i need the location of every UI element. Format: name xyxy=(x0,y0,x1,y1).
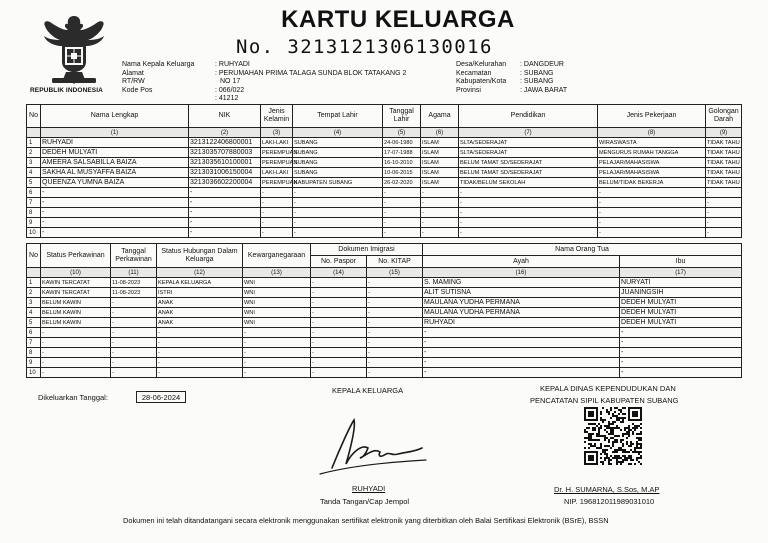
col-header: Status Perkawinan xyxy=(41,244,111,268)
table-cell: - xyxy=(421,218,459,228)
col-number: (16) xyxy=(423,268,620,278)
value-kode-pos: : 41212 xyxy=(215,95,239,103)
table-cell: PEREMPUAN xyxy=(262,149,298,156)
table-cell: - xyxy=(459,188,598,198)
table-cell: MAULANA YUDHA PERMANA xyxy=(423,308,620,318)
table-cell: PELAJAR/MAHASISWA xyxy=(598,158,706,168)
row-number-cell: 9 xyxy=(27,218,41,228)
table-cell: - xyxy=(383,218,421,228)
col-number: (15) xyxy=(367,268,423,278)
col-number: (3) xyxy=(261,128,293,138)
table-cell: - xyxy=(311,288,367,298)
table-row xyxy=(27,288,742,298)
table-cell: WNI xyxy=(243,278,311,288)
table-cell: ISLAM xyxy=(421,168,459,178)
table-cell: - xyxy=(111,348,157,358)
table-cell: 26-02-2020 xyxy=(383,178,421,188)
table-cell: - xyxy=(423,368,620,378)
table-row xyxy=(27,368,742,378)
table-cell: - xyxy=(311,348,367,358)
table-cell: - xyxy=(459,198,598,208)
table-row xyxy=(27,218,742,228)
table-cell: WNI xyxy=(243,308,311,318)
value-provinsi: : JAWA BARAT xyxy=(520,86,568,94)
table-cell: - xyxy=(311,318,367,328)
row-number-cell: 1 xyxy=(27,138,41,148)
label-kabupaten: Kabupaten/Kota xyxy=(456,78,507,86)
table-cell: TIDAK TAHU xyxy=(707,159,740,166)
row-number-cell: 3 xyxy=(27,158,41,168)
table-cell: - xyxy=(383,188,421,198)
table-cell: PELAJAR/MAHASISWA xyxy=(598,168,706,178)
table-cell: LAKI-LAKI xyxy=(261,138,293,148)
col-header: Dokumen Imigrasi xyxy=(311,244,423,256)
table-cell: RUHYADI xyxy=(423,318,620,328)
col-header: Ayah xyxy=(423,256,620,268)
table-cell: 11-08-2023 xyxy=(111,278,157,288)
table-cell: KEPALA KELUARGA xyxy=(157,278,243,288)
table-cell: - xyxy=(620,368,742,378)
table-cell: BELUM KAWIN xyxy=(41,298,111,308)
table-cell: - xyxy=(311,298,367,308)
table-row xyxy=(27,328,742,338)
table-cell: - xyxy=(706,208,742,218)
table-cell: WNI xyxy=(243,298,311,308)
table-cell: - xyxy=(423,328,620,338)
table-cell: - xyxy=(41,368,111,378)
table-row xyxy=(27,168,742,178)
table-cell: 3213036602200004 xyxy=(189,178,261,188)
table-cell: ANAK xyxy=(157,318,243,328)
table-cell: - xyxy=(620,338,742,348)
document-title: KARTU KELUARGA xyxy=(281,6,515,33)
table-cell: - xyxy=(421,188,459,198)
row-number-cell: 10 xyxy=(27,368,41,378)
row-number-cell: 7 xyxy=(27,198,41,208)
table-cell: PEREMPUAN xyxy=(262,179,298,186)
table-cell: - xyxy=(459,208,598,218)
table-cell: - xyxy=(157,358,243,368)
row-number-cell: 10 xyxy=(27,228,41,238)
table-cell: 3213035707880003 xyxy=(189,148,261,158)
table-cell: - xyxy=(311,368,367,378)
col-number: (4) xyxy=(293,128,383,138)
table-row xyxy=(27,298,742,308)
table-cell: - xyxy=(421,208,459,218)
col-number: (9) xyxy=(706,128,742,138)
table-cell: - xyxy=(189,208,261,218)
table2-body xyxy=(27,278,742,378)
table1-number-row xyxy=(27,128,742,138)
table-cell: KABUPATEN SUBANG xyxy=(293,178,383,188)
table-cell: - xyxy=(423,348,620,358)
table-cell: - xyxy=(157,338,243,348)
table-cell: - xyxy=(41,208,189,218)
table-cell: - xyxy=(423,358,620,368)
col-header: Nama Orang Tua xyxy=(423,244,742,256)
col-header: Tanggal Perkawinan xyxy=(111,244,157,268)
table-cell: - xyxy=(598,228,706,238)
table-cell: ISTRI xyxy=(157,288,243,298)
row-number-cell: 4 xyxy=(27,308,41,318)
table-cell: - xyxy=(293,198,383,208)
table-row xyxy=(27,318,742,328)
table-cell: KAWIN TERCATAT xyxy=(41,288,111,298)
table-cell: SUBANG xyxy=(293,138,383,148)
table-cell: ISLAM xyxy=(421,158,459,168)
table-row xyxy=(27,338,742,348)
col-header: Golongan Darah xyxy=(706,105,742,128)
col-number: (14) xyxy=(311,268,367,278)
label-alamat: Alamat xyxy=(122,69,144,77)
table-cell: - xyxy=(261,208,293,218)
family-members-table xyxy=(26,104,742,238)
col-number: (5) xyxy=(383,128,421,138)
col-header: No xyxy=(27,105,41,128)
table-cell: - xyxy=(111,308,157,318)
col-header: Tanggal Lahir xyxy=(383,105,421,128)
table-cell: - xyxy=(620,348,742,358)
table-cell: TIDAK/BELUM SEKOLAH xyxy=(459,178,598,188)
table-cell: - xyxy=(459,218,598,228)
electronic-signature-disclaimer: Dokumen ini telah ditandatangani secara elektronik menggunakan sertifikat elektronik yang diterbitkan oleh Balai Sertifikasi Elektronik (BSrE), BSSN xyxy=(123,516,609,525)
table-cell: - xyxy=(459,228,598,238)
table-cell: - xyxy=(311,308,367,318)
table-cell: - xyxy=(706,218,742,228)
col-number: (6) xyxy=(421,128,459,138)
table1-body xyxy=(27,138,742,238)
label-provinsi: Provinsi xyxy=(456,86,481,94)
col-header: Nama Lengkap xyxy=(41,105,189,128)
table-cell: BELUM/TIDAK BEKERJA xyxy=(598,178,706,188)
table-cell: - xyxy=(383,208,421,218)
table-cell: - xyxy=(367,288,423,298)
table-cell: WIRASWASTA xyxy=(598,138,706,148)
table-cell: - xyxy=(706,228,742,238)
table-cell: - xyxy=(111,368,157,378)
table-cell: BELUM TAMAT SD/SEDERAJAT xyxy=(459,168,598,178)
row-number-cell: 6 xyxy=(27,188,41,198)
signature-icon xyxy=(310,408,430,480)
table-cell: - xyxy=(620,358,742,368)
table-cell: ANAK xyxy=(157,308,243,318)
head-of-family-title: KEPALA KELUARGA xyxy=(332,386,404,395)
header-right-labels xyxy=(456,61,506,95)
table-cell: - xyxy=(367,368,423,378)
table-cell: NURYATI xyxy=(620,278,742,288)
document-number: No. 3213121306130016 xyxy=(236,36,493,58)
col-number: (1) xyxy=(41,128,189,138)
table-cell: - xyxy=(243,368,311,378)
table-cell: - xyxy=(367,298,423,308)
table-cell: - xyxy=(367,318,423,328)
official-nip: NIP. 196812011989031010 xyxy=(564,497,655,506)
col-header: Ibu xyxy=(620,256,742,268)
qr-code-icon xyxy=(584,407,642,465)
table-cell: - xyxy=(111,338,157,348)
official-title-line2: PENCATATAN SIPIL KABUPATEN SUBANG xyxy=(530,396,679,405)
col-number: (12) xyxy=(157,268,243,278)
table-row xyxy=(27,278,742,288)
official-name: Dr. H. SUMARNA, S.Sos, M.AP xyxy=(554,485,660,494)
table-cell: LAKI-LAKI xyxy=(261,168,293,178)
row-number-cell: 5 xyxy=(27,318,41,328)
table-cell: ISLAM xyxy=(421,178,459,188)
table-cell: SUBANG xyxy=(293,158,383,168)
table-cell: BELUM TAMAT SD/SEDERAJAT xyxy=(459,158,598,168)
table-cell: - xyxy=(41,198,189,208)
value-alamat-line2: NO 17 xyxy=(220,78,241,86)
row-number-cell: 2 xyxy=(27,148,41,158)
table-cell: - xyxy=(111,318,157,328)
label-rt-rw: RT/RW xyxy=(122,78,145,86)
table-cell: - xyxy=(41,348,111,358)
table-cell: MAULANA YUDHA PERMANA xyxy=(423,298,620,308)
row-number-cell: 5 xyxy=(27,178,41,188)
table-cell: - xyxy=(598,198,706,208)
table-cell: - xyxy=(189,198,261,208)
table-cell: 17-07-1988 xyxy=(383,148,421,158)
table-cell: TIDAK TAHU xyxy=(707,149,740,156)
table-cell: - xyxy=(367,278,423,288)
table-cell: - xyxy=(243,348,311,358)
table-cell: - xyxy=(311,278,367,288)
table-cell: - xyxy=(243,328,311,338)
col-header: No xyxy=(27,244,41,268)
table-cell: - xyxy=(41,328,111,338)
row-number-cell: 9 xyxy=(27,358,41,368)
official-title-line1: KEPALA DINAS KEPENDUDUKAN DAN xyxy=(540,384,676,393)
table-cell: - xyxy=(598,218,706,228)
table-cell: PEREMPUAN xyxy=(262,159,298,166)
label-kepala-keluarga: Nama Kepala Keluarga xyxy=(122,61,195,68)
table-cell: DEDEH MULYATI xyxy=(620,298,742,308)
header-right-values xyxy=(520,61,567,95)
table-row xyxy=(27,208,742,218)
table-cell: - xyxy=(293,228,383,238)
table-cell: - xyxy=(261,228,293,238)
table-cell: - xyxy=(423,338,620,348)
table-cell: - xyxy=(261,218,293,228)
issued-date: 28-06-2024 xyxy=(136,391,186,403)
table-cell: - xyxy=(41,338,111,348)
table-cell: SUBANG xyxy=(293,148,383,158)
table-cell: ALIT SUTISNA xyxy=(423,288,620,298)
table-cell: S. MAMING xyxy=(423,278,620,288)
table-cell: AMEERA SALSABILLA BAIZA xyxy=(41,158,189,168)
table-cell: - xyxy=(367,348,423,358)
row-number-cell: 4 xyxy=(27,168,41,178)
col-header: Status Hubungan Dalam Keluarga xyxy=(157,244,243,268)
table-row xyxy=(27,348,742,358)
table-cell: - xyxy=(706,188,742,198)
table-row xyxy=(27,308,742,318)
row-number-cell: 1 xyxy=(27,278,41,288)
col-header: NIK xyxy=(189,105,261,128)
table-cell: - xyxy=(41,228,189,238)
table-cell: 3213031006150004 xyxy=(189,168,261,178)
value-alamat: : PERUMAHAN PRIMA TALAGA SUNDA BLOK TATAKANG 2 xyxy=(215,69,407,77)
value-kecamatan: : SUBANG xyxy=(520,69,554,77)
label-desa: Desa/Kelurahan xyxy=(456,61,507,68)
table-cell: - xyxy=(293,218,383,228)
table-cell: 24-06-1980 xyxy=(383,138,421,148)
table-cell: - xyxy=(620,328,742,338)
table-cell: - xyxy=(243,358,311,368)
table-cell: DEDEH MULYATI xyxy=(41,148,189,158)
issued-label: Dikeluarkan Tanggal: xyxy=(38,393,108,402)
table-cell: - xyxy=(111,358,157,368)
col-number: (13) xyxy=(243,268,311,278)
row-number-cell: 6 xyxy=(27,328,41,338)
table-cell: MENGURUS RUMAH TANGGA xyxy=(598,148,706,158)
col-number: (10) xyxy=(41,268,111,278)
table-cell: - xyxy=(421,198,459,208)
row-number-cell: 2 xyxy=(27,288,41,298)
table-cell: ISLAM xyxy=(421,148,459,158)
table-cell: TIDAK TAHU xyxy=(707,169,740,176)
table-row xyxy=(27,358,742,368)
col-header: Kewarganegaraan xyxy=(243,244,311,268)
table-cell: WNI xyxy=(243,318,311,328)
table-cell: - xyxy=(243,338,311,348)
table-cell: SLTA/SEDERAJAT xyxy=(459,148,598,158)
table-cell: BELUM KAWIN xyxy=(41,308,111,318)
table-cell: - xyxy=(383,198,421,208)
table-row xyxy=(27,188,742,198)
table-cell: TIDAK TAHU xyxy=(707,179,740,186)
table-cell: - xyxy=(421,228,459,238)
value-kabupaten: : SUBANG xyxy=(520,78,554,86)
table2-header-row-1 xyxy=(27,244,742,256)
table1-header-row xyxy=(27,105,742,128)
label-kecamatan: Kecamatan xyxy=(456,69,492,77)
col-number: (2) xyxy=(189,128,261,138)
col-number: (17) xyxy=(620,268,742,278)
col-header: Jenis Pekerjaan xyxy=(598,105,706,128)
table-cell: KAWIN TERCATAT xyxy=(41,278,111,288)
table-cell: WNI xyxy=(243,288,311,298)
table-cell: JUANINGSIH xyxy=(620,288,742,298)
col-number: (8) xyxy=(598,128,706,138)
table-cell: - xyxy=(311,328,367,338)
table-cell: - xyxy=(157,368,243,378)
civil-status-table xyxy=(26,243,742,378)
table-cell: - xyxy=(311,338,367,348)
table-cell: 11-08-2023 xyxy=(111,288,157,298)
table-row xyxy=(27,148,742,158)
head-of-family-name: RUHYADI xyxy=(352,484,386,493)
garuda-emblem-icon xyxy=(38,12,110,86)
table-cell: - xyxy=(598,208,706,218)
header-left-labels xyxy=(122,61,194,95)
signature-caption: Tanda Tangan/Cap Jempol xyxy=(320,497,410,506)
col-number xyxy=(27,128,41,138)
table-cell: - xyxy=(41,218,189,228)
table-cell: - xyxy=(293,208,383,218)
col-number: (7) xyxy=(459,128,598,138)
table-cell: DEDEH MULYATI xyxy=(620,318,742,328)
table-cell: - xyxy=(367,338,423,348)
table-cell: - xyxy=(189,218,261,228)
table-cell: - xyxy=(41,188,189,198)
table-cell: 3213035610100001 xyxy=(189,158,261,168)
table-cell: - xyxy=(111,328,157,338)
table-row xyxy=(27,138,742,148)
header-left-values xyxy=(215,61,406,104)
table-cell: SAKHA AL MUSYAFFA BAIZA xyxy=(41,168,189,178)
row-number-cell: 8 xyxy=(27,348,41,358)
table-cell: QUEENZA YUMNA BAIZA xyxy=(41,178,189,188)
col-header: Jenis Kelamin xyxy=(261,105,293,128)
table-cell: - xyxy=(261,188,293,198)
table-cell: - xyxy=(367,358,423,368)
table-cell: DEDEH MULYATI xyxy=(620,308,742,318)
table-cell: - xyxy=(383,228,421,238)
table-cell: - xyxy=(367,308,423,318)
table-cell: ISLAM xyxy=(421,138,459,148)
col-header: No. KITAP xyxy=(367,256,423,268)
table-cell: - xyxy=(189,228,261,238)
label-kode-pos: Kode Pos xyxy=(122,86,153,94)
table-cell: SLTA/SEDERAJAT xyxy=(459,138,598,148)
table-cell: - xyxy=(111,298,157,308)
col-header: No. Paspor xyxy=(311,256,367,268)
table-row xyxy=(27,158,742,168)
col-header: Tempat Lahir xyxy=(293,105,383,128)
table-row xyxy=(27,198,742,208)
row-number-cell: 8 xyxy=(27,208,41,218)
row-number-cell: 7 xyxy=(27,338,41,348)
table2-number-row xyxy=(27,268,742,278)
table-cell: - xyxy=(261,198,293,208)
col-number: (11) xyxy=(111,268,157,278)
value-desa: : DANGDEUR xyxy=(520,61,564,68)
table-cell: 10-06-2015 xyxy=(383,168,421,178)
table-cell: - xyxy=(706,198,742,208)
table-cell: - xyxy=(293,188,383,198)
table-cell: ANAK xyxy=(157,298,243,308)
table-row xyxy=(27,178,742,188)
table-cell: - xyxy=(367,328,423,338)
table-cell: RUHYADI xyxy=(41,138,189,148)
table-cell: 3213122406800001 xyxy=(189,138,261,148)
col-header: Pendidikan xyxy=(459,105,598,128)
value-rt-rw: : 066/022 xyxy=(215,86,245,94)
col-number xyxy=(27,268,41,278)
table-cell: - xyxy=(157,328,243,338)
value-kepala-keluarga: : RUHYADI xyxy=(215,61,250,68)
table-cell: - xyxy=(311,358,367,368)
col-header: Agama xyxy=(421,105,459,128)
emblem-caption: REPUBLIK INDONESIA xyxy=(30,87,103,94)
table-cell: TIDAK TAHU xyxy=(707,139,740,146)
table-cell: BELUM KAWIN xyxy=(41,318,111,328)
table-cell: - xyxy=(598,188,706,198)
table-cell: - xyxy=(157,348,243,358)
table-cell: 16-10-2010 xyxy=(383,158,421,168)
table-cell: - xyxy=(41,358,111,368)
table-row xyxy=(27,228,742,238)
table-cell: SUBANG xyxy=(293,168,383,178)
row-number-cell: 3 xyxy=(27,298,41,308)
table-cell: - xyxy=(189,188,261,198)
